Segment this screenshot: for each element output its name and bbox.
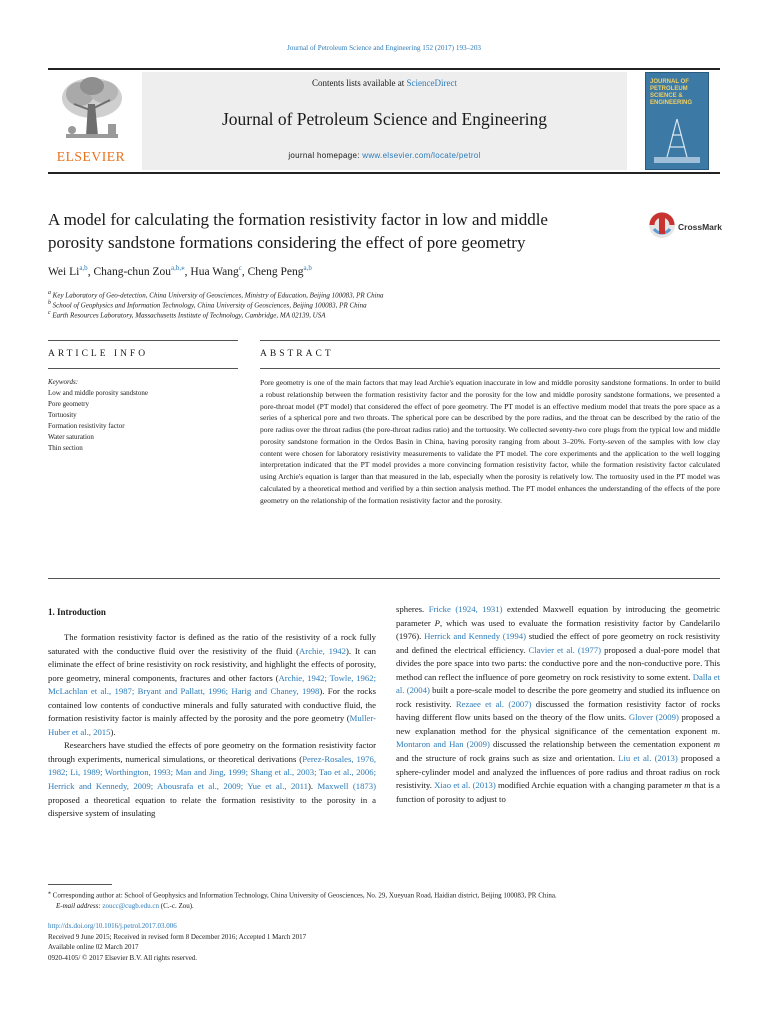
author-name: Cheng Peng: [247, 265, 304, 278]
citation-link[interactable]: Muller-Huber et al., 2015: [48, 713, 376, 737]
citation-link[interactable]: Montaron and Han (2009): [396, 739, 490, 750]
oil-rig-icon: [654, 117, 700, 163]
contents-prefix: Contents lists available at: [312, 78, 407, 88]
email-suffix: (C.-c. Zou).: [159, 901, 194, 910]
paragraph: [396, 604, 720, 804]
title-line-1: A model for calculating the formation resistivity factor in low and middle: [48, 210, 548, 229]
keyword: Formation resistivity factor: [48, 422, 125, 430]
email-line: [48, 901, 728, 911]
text: ).: [308, 781, 318, 792]
paragraph: [48, 739, 376, 820]
abstract-heading: ABSTRACT: [260, 349, 334, 359]
text: discussed the formation resistivity factor of rocks having different flow units based on the theory of the flow units.: [396, 698, 721, 723]
author-name: Chang-chun Zou: [93, 265, 172, 278]
crossmark-label: CrossMark: [678, 222, 722, 232]
affiliation: [48, 290, 708, 299]
text: that is a function of porosity to adjust to: [396, 780, 720, 804]
keyword: Thin section: [48, 444, 83, 452]
text: , which was used to evaluate the formation resistivity factor by Candelarilo (1976).: [396, 617, 720, 642]
author-affil-marks[interactable]: a,b,⁎: [171, 264, 185, 272]
masthead-bottom-rule: [48, 172, 720, 174]
text: proposed a dual-pore model that divides the pore space into two parts: the conductive pore and the non-conductive pore. This method can reflect the influence of pore geometry on rock resistivity to some extent.: [396, 644, 720, 682]
journal-citation[interactable]: Journal of Petroleum Science and Engineering 152 (2017) 193–203: [286, 44, 482, 52]
corresponding-author-note: [48, 888, 728, 901]
author-name: Wei Li: [48, 265, 80, 278]
tree-icon: [52, 74, 130, 150]
author[interactable]: [48, 266, 88, 278]
text: built a pore-scale model to describe the pore geometry and studied its influence on rock resistivity.: [396, 685, 720, 709]
citation-link[interactable]: Liu et al. (2013): [618, 753, 678, 764]
text: ). For the rocks contained low contents of conductive minerals and fully saturated with conductive fluid, the formation resistivity factor is mainly affected by the porosity and the pore geometry (: [48, 686, 376, 724]
keywords-label: Keywords:: [48, 378, 79, 386]
received-dates: Received 9 June 2015; Received in revised form 8 December 2016; Accepted 1 March 2017: [48, 932, 307, 941]
journal-cover-thumbnail[interactable]: [645, 72, 709, 170]
body-column-right: [396, 603, 720, 806]
sciencedirect-link[interactable]: ScienceDirect: [406, 78, 457, 88]
citation-link[interactable]: Archie, 1942: [299, 645, 346, 656]
citation-link[interactable]: Clavier et al. (1977): [528, 644, 602, 655]
affiliation-mark: c: [48, 310, 51, 316]
doi-link[interactable]: http://dx.doi.org/10.1016/j.petrol.2017.03.006: [48, 922, 177, 930]
abstract-rule: [260, 340, 720, 341]
author[interactable]: [93, 266, 184, 278]
affiliation: [48, 310, 708, 319]
text: .: [717, 725, 720, 736]
title-line-2: porosity sandstone formations considering the effect of pore geometry: [48, 233, 526, 252]
affiliation-text: Key Laboratory of Geo-detection, China University of Geosciences, Ministry of Education, Beijing 100083, PR China: [52, 291, 384, 300]
keyword: Tortuosity: [48, 411, 77, 419]
citation-link[interactable]: Maxwell (1873): [317, 781, 377, 792]
citation-link[interactable]: Xiao et al. (2013): [434, 780, 496, 791]
affiliation: [48, 300, 708, 309]
abstract-bottom-rule: [48, 578, 720, 579]
affiliation-text: Earth Resources Laboratory, Massachusetts Institute of Technology, Cambridge, MA 02139, USA: [52, 311, 326, 320]
footnote: [48, 888, 728, 911]
journal-homepage: [142, 151, 627, 160]
citation-link[interactable]: Herrick and Kennedy (1994): [424, 631, 526, 642]
homepage-link[interactable]: www.elsevier.com/locate/petrol: [362, 151, 481, 160]
email-label: E-mail address:: [56, 901, 103, 910]
citation-link[interactable]: Rezaee et al. (2007): [455, 698, 532, 709]
author-affil-marks[interactable]: c: [238, 264, 242, 272]
text: studied the effect of pore geometry on rock resistivity and defined the electrical efficiency.: [396, 631, 720, 655]
footnote-mark: ⁎: [48, 890, 51, 896]
cover-title: JOURNAL OF PETROLEUM SCIENCE & ENGINEERING: [650, 79, 693, 106]
footnote-rule: [48, 884, 112, 885]
author[interactable]: [190, 266, 241, 278]
citation-link[interactable]: Archie, 1942; Towle, 1962; McLachlan et al., 1987; Bryant and Pallatt, 1996; Harig and Chaney, 1998: [48, 672, 376, 697]
abstract-rule-2: [260, 368, 720, 369]
contents-available: [142, 78, 627, 88]
text: extended Maxwell equation by introducing the geometric parameter: [396, 604, 720, 628]
email-link[interactable]: zoucc@cugb.edu.cn: [102, 901, 159, 910]
citation-link[interactable]: Dalla et al. (2004): [396, 671, 720, 696]
math-variable: m: [713, 739, 720, 750]
copyright: 0920-4105/ © 2017 Elsevier B.V. All rights reserved.: [48, 953, 198, 962]
paragraph: [48, 631, 376, 739]
text: proposed a theoretical equation to relate the formation resistivity to the porosity in a dispersive system of insulating: [48, 794, 376, 819]
author-list: Wei Li$^{a,b}$, Chang-chun Zou$^{a,b,⁎}$, Hua Wang$^c$, Cheng Peng$^{a,b}$: [48, 264, 312, 278]
author-affil-marks[interactable]: a,b: [79, 264, 88, 272]
available-online: Available online 02 March 2017: [48, 943, 139, 952]
keyword: Low and middle porosity sandstone: [48, 389, 148, 397]
citation-link[interactable]: Fricke (1924, 1931): [428, 604, 503, 614]
math-variable: m: [684, 780, 691, 791]
text: ). It can eliminate the effect of brine resistivity on rock resistivity, and highlight the effects of porosity, pore geometry, mineral components, fractures and other factors (: [48, 645, 376, 683]
author[interactable]: [248, 266, 312, 278]
affiliation-mark: a: [48, 290, 51, 296]
elsevier-wordmark[interactable]: ELSEVIER: [56, 149, 126, 164]
article-info-rule-2: [48, 368, 238, 369]
affiliation-text: School of Geophysics and Information Technology, China University of Geosciences, Beijing 100083, PR China: [52, 301, 367, 310]
footnote-text: Corresponding author at: School of Geophysics and Information Technology, China University of Geosciences, No. 29, Xueyuan Road, Haidian district, Beijing 100083, PR China.: [50, 891, 557, 900]
text: discussed the relationship between the cementation exponent: [489, 739, 714, 750]
citation-link[interactable]: Glover (2009): [628, 712, 679, 723]
text: modified Archie equation with a changing parameter: [495, 780, 685, 791]
math-variable: m: [711, 725, 718, 736]
text: Researchers have studied the effects of pore geometry on the formation resistivity factor through experiments, numerical simulations, or theoretical derivations (: [48, 740, 376, 764]
masthead-top-rule: [48, 68, 720, 70]
article-info-rule: [48, 340, 238, 341]
text: and the structure of rock grains such as size and orientation.: [396, 753, 619, 764]
abstract-body: Pore geometry is one of the main factors that may lead Archie's equation inaccurate in low and middle porosity sandstone formations. In order to build a robust relationship between the formation resistivity factor and the porosity for the low and middle porosity sandstone formations, we presented a pore-throat model (PT model) that considered the effect of pore geometry. The PT model is an effective medium model that treats the pore space as a series of a spherical pore and two throats. The spherical pore can be described by the pore radius, and the throat can be described by the ratio of the pore radius over the throat radius (the pore-throat radius ratio) and the tortuosity. We collected seventy-two core plugs from the typical low and middle porosity sandstone formation in the Ordos Basin in China, having porosity ranging from about 3–20%. Forty-seven of the samples with low clay content were chosen for laboratory resistivity measurements to validate the PT model. The core experiments and the application to the well logging interpretation indicated that the PT model provides a more convincing formation resistivity factor, while the formation resistivity factor calculated using Archie's equation is larger than that measured in the lab, especially when the porosity is relatively low. The tortuosity used in the PT model was calculated by a theoretical method and verified by a thin section analysis method. The PT model enhances the understanding of the effects of the pore geometry on the relationship of the formation resistivity factor and the porosity.: [260, 378, 720, 505]
citation-link[interactable]: Perez-Rosales, 1976, 1982; Li, 1989; Worthington, 1993; Man and Jing, 1999; Shang et al., 2003; Tao et al., 2006; Herrick and Kennedy, 2009; Abousrafa et al., 2009; Yue et al., 2011: [48, 753, 376, 792]
text: proposed a sphere-cylinder model and analyzed the influences of pore radius and throat radius on rock resistivity.: [396, 753, 720, 791]
keyword: Water saturation: [48, 433, 94, 441]
author-name: Hua Wang: [190, 265, 239, 278]
text: spheres.: [396, 604, 429, 614]
paper-title: [48, 208, 628, 254]
article-info-heading: ARTICLE INFO: [48, 349, 149, 359]
crossmark-icon: [648, 210, 676, 242]
publication-info: [48, 921, 448, 963]
homepage-prefix: journal homepage:: [288, 151, 363, 160]
text: ).: [110, 726, 116, 737]
author-affil-marks[interactable]: a,b: [303, 264, 312, 272]
affiliation-mark: b: [48, 300, 51, 306]
journal-title: Journal of Petroleum Science and Engineering: [221, 109, 548, 129]
section-heading-introduction: 1. Introduction: [48, 607, 106, 617]
body-column-left: [48, 631, 376, 821]
text: The formation resistivity factor is defined as the ratio of the resistivity of a rock fully saturated with the conductive fluid over the resistivity of the fluid (: [48, 632, 376, 656]
text: proposed a new explanation method for the physical significance of the cementation exponent: [396, 712, 720, 736]
keyword: Pore geometry: [48, 400, 90, 408]
math-variable: P: [434, 617, 440, 628]
